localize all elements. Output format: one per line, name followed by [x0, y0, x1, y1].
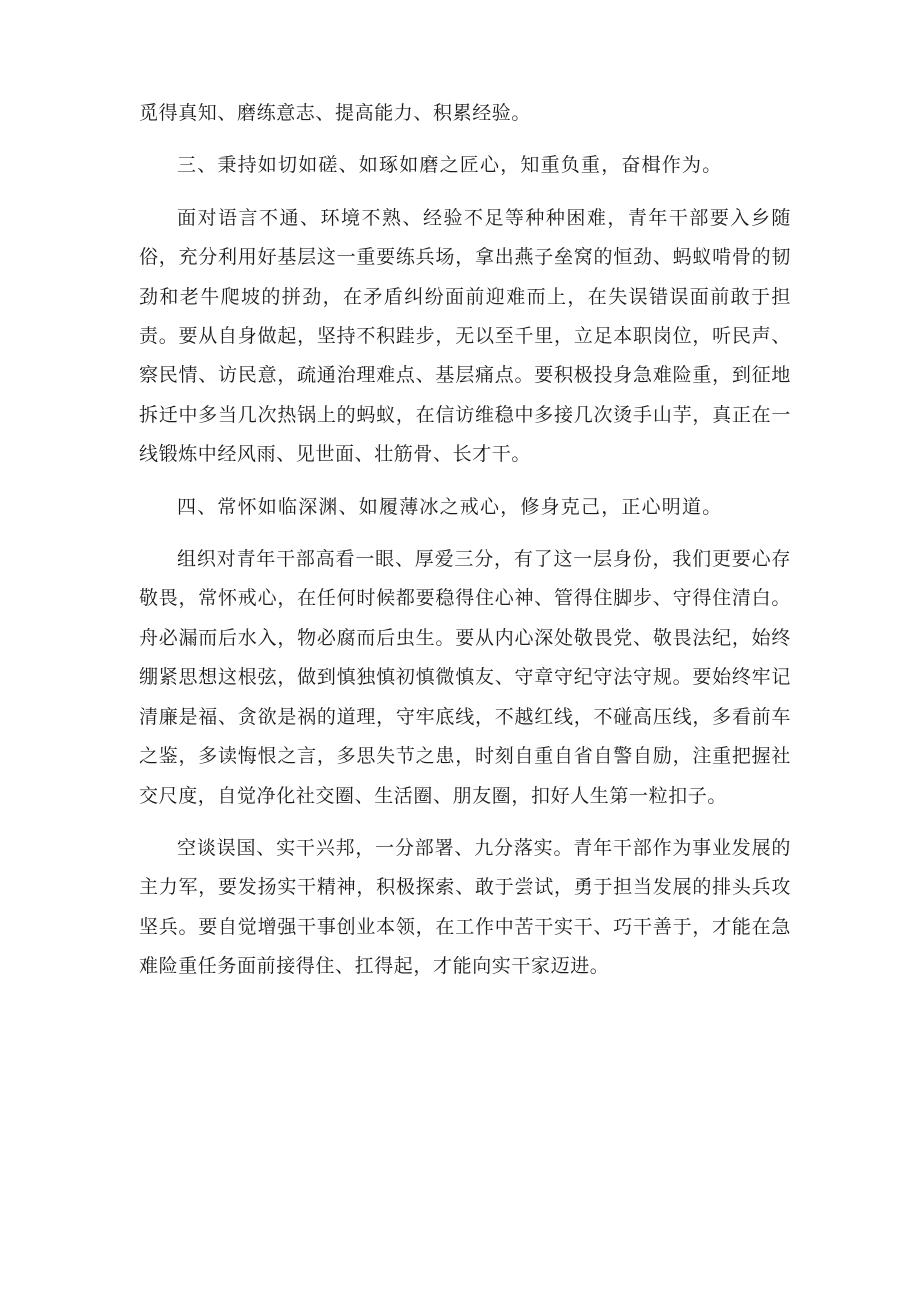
document-body	[139, 94, 791, 1000]
section-heading-three: 三、秉持如切如磋、如琢如磨之匠心，知重负重，奋楫作为。	[177, 154, 723, 177]
paragraph-continuation: 觅得真知、磨练意志、提高能力、积累经验。	[139, 102, 532, 124]
paragraph: 面对语言不通、环境不熟、经验不足等种种困难，青年干部要入乡随俗，充分利用好基层这一重要练兵场，拿出燕子垒窝的恒劲、蚂蚁啃骨的韧劲和老牛爬坡的拼劲，在矛盾纠纷面前迎难而上，在失误错误面前敢于担责。要从自身做起，坚持不积跬步，无以至千里，立足本职岗位，听民声、察民情、访民意，疏通治理难点、基层痛点。要积极投身急难险重，到征地拆迁中多当几次热锅上的蚂蚁，在信访维稳中多接几次烫手山芋，真正在一线锻炼中经风雨、见世面、壮筋骨、长才干。	[139, 206, 791, 466]
paragraph: 组织对青年干部高看一眼、厚爱三分，有了这一层身份，我们更要心存敬畏，常怀戒心，在任何时候都要稳得住心神、管得住脚步、守得住清白。舟必漏而后水入，物必腐而后虫生。要从内心深处敬畏党、敬畏法纪，始终绷紧思想这根弦，做到慎独慎初慎微慎友、守章守纪守法守规。要始终牢记清廉是福、贪欲是祸的道理，守牢底线，不越红线，不碰高压线，多看前车之鉴，多读悔恨之言，多思失节之患，时刻自重自省自警自励，注重把握社交尺度，自觉净化社交圈、生活圈、朋友圈，扣好人生第一粒扣子。	[139, 548, 791, 807]
section-heading-four: 四、常怀如临深渊、如履薄冰之戒心，修身克己，正心明道。	[177, 495, 723, 518]
paragraph: 空谈误国、实干兴邦，一分部署、九分落实。青年干部作为事业发展的主力军，要发扬实干精神，积极探索、敢于尝试，勇于担当发展的排头兵攻坚兵。要自觉增强干事创业本领，在工作中苦干实干、巧干善于，才能在急难险重任务面前接得住、扛得起，才能向实干家迈进。	[139, 836, 791, 978]
